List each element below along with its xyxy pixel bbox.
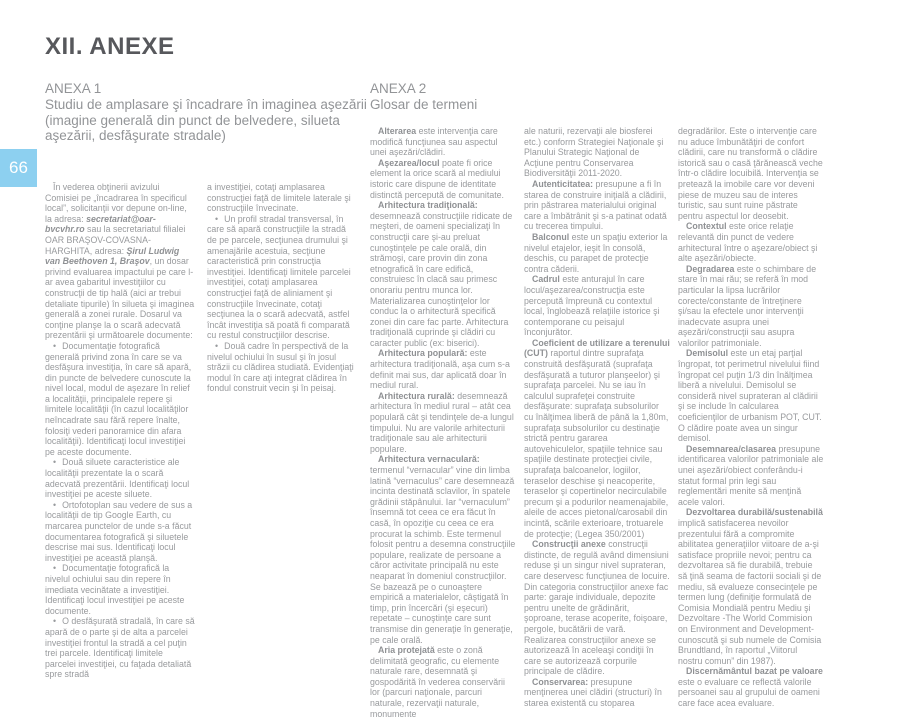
paragraph — [524, 179, 670, 232]
paragraph — [524, 232, 670, 274]
anexa2-heading — [370, 81, 670, 113]
text-run: degradărilor. Este o intervenţie care nu aduce îmbunătăţiri de confort clădirii, care nu transformă o clădire istorică sau o casă ţărănească veche într-o clădire locuibilă. Intervenţia se pretează la imobile care vor deveni piese de muzeu sau de interes turistic, sau sunt ruine păstrate pentru aspectul lor deosebit. — [678, 126, 823, 221]
text-run: implică satisfacerea nevoilor prezentului fără a compromite abilitatea generaţiilor viitoare de a-şi satisface propriile nevoi; pentru ca dezvoltarea să fie durabilă, trebuie să ţină seama de factorii sociali şi de mediu, să evalueze consecinţele pe termen lung (definiţie formulată de Comisia Mondială pentru Mediu şi Dezvoltare -The World Commision on Environment and Development- cunoscută şi sub numele de Comisia Brundtland, în raportul „Viitorul nostru comun” din 1987). — [678, 517, 822, 666]
glossary-term: Alterarea — [378, 126, 417, 136]
text-run: Documentaţie fotografică generală privind zona în care se va desfăşura investiţia, în care să apară, din puncte de belvedere cunoscute la nivel local, modul de aşezare în relief a localităţii, principalele repere şi limitele localităţii (în cazul localităţilor neîncadrate sau fără repere înalte, folosiţi vederi panoramice din afara localităţii). Identificaţi locul investiţiei pe aceste documente. — [45, 340, 192, 457]
page-number: 66 — [9, 158, 28, 177]
page-title: XII. ANEXE — [45, 33, 175, 60]
page-number-badge — [0, 149, 37, 187]
glossary-term: Balconul — [532, 231, 570, 242]
text-run: este orice relaţie relevantă din punct de vedere arhitectural între o aşezare/obiect şi alte aşezări/obiecte. — [678, 221, 818, 264]
anexa1-column-1 — [45, 182, 195, 680]
glossary-term: Arhitectura populară: — [378, 348, 468, 359]
paragraph — [207, 214, 357, 341]
bullet-marker: • — [53, 563, 57, 574]
paragraph — [370, 200, 516, 348]
paragraph — [45, 182, 195, 341]
anexa1-column-2 — [207, 182, 357, 680]
anexa2-label: ANEXA 2 — [370, 81, 427, 96]
text-run: desemnează construcţiile ridicate de meşteri, de oameni specializaţi în construcţii care şi-au preluat cunoştinţele pe cale orală, din strămoşi, care provin din zona etnografică în care edifică, construiesc în clacă sau primesc onorariu pentru munca lor. Materializarea cunoştinţelor lor conduc la o arhitectură specifică zonei din care fac parte. Arhitectura tradiţională cuprinde şi clădiri cu caracter public (ex: biserici). — [370, 210, 513, 348]
anexa1-label: ANEXA 1 — [45, 81, 102, 96]
text-run: desemnează arhitectura în mediul rural – atât cea populară cât şi tendinţele de-a lungul timpului. Nu are valorile arhitecturii tradiţionale sau ale arhitecturii populare. — [370, 390, 514, 454]
glossary-term: Aşezarea/locul — [378, 157, 440, 168]
paragraph — [524, 338, 670, 539]
text-run: termenul “vernacular” vine din limba latină “vernaculus” care desemnează incinta destinată sclavilor, în spatele grădinii stăpânului. Iar “vernaculum” însemnă tot ceea ce era făcut în casă, în opoziţie cu ceea ce era procurat la schimb. Este termenul folosit pentru a desemna construcţiile populare, realizate de persoane a căror activitate principală nu este neaparat în domeniul construcţiilor. Se bazează pe o cunoaştere empirică a materialelor, câştigată în timp, prin încercări (şi eşecuri) repetate – cunoştinţe care sunt transmise din generaţie în generaţie, pe cale orală. — [370, 465, 516, 645]
text-run: este intervenţia care modifică funcţiunea sau aspectul unei aşezări/clădiri. — [370, 126, 498, 158]
text-run: a investiţiei, cotaţi amplasarea construcţiei faţă de limitele laterale şi construcţiile învecinate. — [207, 182, 351, 214]
paragraph — [678, 126, 824, 221]
glossary-term: Arhitectura vernaculară: — [378, 454, 480, 465]
text-run: ale naturii, rezervaţii ale biosferei etc.) conform Strategiei Naţionale şi Planului Strategic Naţional de Acţiune pentru Conservarea Biodiversităţii 2011-2020. — [524, 126, 664, 179]
text-run: este o evaluare ce reflectă valorile persoanei sau al grupului de oameni care face acea evaluare. — [678, 676, 820, 709]
glossary-term: Cadrul — [532, 274, 560, 285]
anexa2-column-3 — [678, 126, 824, 719]
paragraph — [678, 264, 824, 349]
text-run: Documentaţie fotografică la nivelul ochiului sau din repere în imediata vecinătate a investiţiei. Identificaţi locul investiţiei pe aceste documente. — [45, 563, 185, 616]
bullet-marker: • — [53, 616, 57, 627]
glossary-term: Degradarea — [686, 263, 735, 274]
paragraph — [524, 126, 670, 179]
glossary-term: Conservarea: — [532, 676, 589, 687]
paragraph — [678, 444, 824, 508]
text-run: este o zonă delimitată geografic, cu elemente naturale rare, desemnată şi gospodărită în vederea conservării lor (parcuri naţionale, parcuri naturale, rezervaţii naturale, monumente — [370, 645, 505, 719]
glossary-term: Autenticitatea: — [532, 178, 594, 189]
glossary-term: Desemnarea/clasarea — [686, 443, 776, 454]
text-run: poate fi orice element la orice scară al mediului istoric care dispune de identitate distinctă percepută de comunitate. — [370, 157, 504, 200]
text-run: Două cadre în perspectivă de la nivelul ochiului în susul şi în josul străzii cu clădirea studiată. Evidenţiaţi modul în care aţi integrat clădirea în fondul construit vecin şi în peisaj. — [207, 340, 354, 394]
paragraph — [370, 348, 516, 390]
paragraph — [207, 341, 357, 394]
text-run: presupune identificarea valorilor patrimoniale ale unei aşezări/obiect conferându-i statut formal prin legi sau reglementări menite să menţină acele valori. — [678, 443, 824, 507]
glossary-term: Şirul Ludwig van Beethoven 1, Braşov — [45, 245, 180, 267]
text-run: construcţii distincte, de regulă având dimensiuni reduse şi un singur nivel suprateran, care deservesc funcţiunea de locuire. Din categoria construcţiilor anexe fac parte: garaje individuale, depozite pentru unelte de grădinărit, şoproane, terase acoperite, foişoare, pergole, bucătării de vară. Realizarea construcţiilor anexe se autorizează în aceleaşi condiţii în care se autorizează corpurile principale de clădire. — [524, 539, 670, 677]
text-run: presupune menţinerea unei clădiri (structuri) în starea existentă cu stoparea — [524, 676, 662, 709]
text-run: este arhitectura tradiţională, aşa cum s-a definit mai sus, dar aplicată doar în mediul rural. — [370, 348, 510, 391]
text-run: Un profil stradal transversal, în care să apară construcţiile la stradă de pe parcele, secţiunea drumului şi amenajările acestuia, secţiune caracteristică prin construcţia investiţiei. Identificaţi limitele parcelei investiţiei, cotaţi amplasarea construcţiei faţă de aliniament şi construcţiile învecinate, cotaţi secţiunea la o scară adecvată, astfel încât investiţia să poată fi comparată cu restul construcţiilor descrise. — [207, 213, 351, 341]
anexa1-heading — [45, 81, 377, 144]
text-run: Două siluete caracteristice ale localităţii prezentate la o scară adecvată prezentării. Identificaţi locul investiţiei pe aceste siluete. — [45, 457, 190, 500]
paragraph — [524, 274, 670, 338]
bullet-marker: • — [53, 340, 57, 351]
bullet-marker: • — [215, 340, 219, 351]
anexa1-body — [45, 182, 357, 680]
glossary-term: Arhitectura rurală: — [378, 390, 455, 401]
paragraph — [370, 454, 516, 645]
paragraph — [678, 348, 824, 443]
paragraph — [524, 677, 670, 709]
paragraph — [524, 539, 670, 677]
paragraph — [370, 645, 516, 719]
paragraph — [45, 341, 195, 458]
glossary-term: Contextul — [686, 221, 727, 232]
paragraph — [370, 126, 516, 158]
glossary-term: Discernământul bazat pe valoare — [686, 666, 823, 677]
anexa2-subtitle: Glosar de termeni — [370, 96, 478, 112]
text-run: Ortofotoplan sau vedere de sus a localităţii de tip Google Earth, cu marcarea punctelor de unde s-a făcut documentarea fotografică şi siluetele descrise mai sus. Identificaţi locul investiţiei pe această planşă. — [45, 499, 193, 563]
text-run: , un dosar privind evaluarea impactului pe care l-ar avea gabaritul investiţiilor cu construcţii de tip hală (aici ar trebui detaliate tipurile) în silueta şi imaginea generală a zonei rurale. Dosarul va conţine planşe la o scară adecvată prezentării şi următoarele documente: — [45, 256, 195, 341]
bullet-marker: • — [53, 457, 57, 468]
glossary-term: Dezvoltarea durabilă/sustenabilă — [686, 507, 823, 518]
anexa2-body — [370, 126, 824, 719]
paragraph — [207, 182, 357, 214]
paragraph — [45, 500, 195, 564]
glossary-term: Arhitectura tradiţională: — [378, 200, 478, 211]
text-run: este un spaţiu exterior la nivelul etajelor, ieşit în consolă, deschis, cu parapet de protecţie contra căderii. — [524, 231, 668, 274]
paragraph — [370, 158, 516, 200]
paragraph — [678, 666, 824, 708]
glossary-term: secretariat@oar-bvcvhr.ro — [45, 213, 156, 235]
paragraph — [45, 616, 195, 680]
glossary-term: Construcţii anexe — [532, 539, 606, 550]
glossary-term: Coeficient de utilizare a terenului (CUT) — [524, 337, 670, 359]
anexa1-subtitle: Studiu de amplasare şi încadrare în imaginea aşezării (imagine generală din punct de belvedere, silueta aşezării, desfăşurate stradale) — [45, 96, 367, 144]
text-run: presupune a fi în starea de construire iniţială a clădirii, prin păstrarea materialului original care a îmbătrânit şi s-a patinat odată cu trecerea timpului. — [524, 178, 667, 232]
text-run: sau la secretariatul filialei OAR BRAŞOV-COVASNA-HARGHITA, adresa: — [45, 224, 186, 256]
text-run: este un etaj parţial îngropat, tot perimetrul nivelului fiind îngropat cel puţin 1/3 din înălţimea liberă a nivelului. Demisolul se consideră nivel suprateran al clădirii şi se include în calcularea coeficienţilor de urbanism POT, CUT. O clădire poate avea un singur demisol. — [678, 348, 822, 444]
paragraph — [45, 563, 195, 616]
text-run: este anturajul în care locul/aşezarea/construcţia este percepută împreună cu contextul local, înglobează relaţiile istorice şi contemporane cu peisajul înconjurător. — [524, 274, 660, 338]
paragraph — [370, 391, 516, 455]
paragraph — [678, 507, 824, 666]
anexa2-column-2 — [524, 126, 670, 719]
text-run: este o schimbare de stare în mai rău; se referă în mod particular la lipsa lucrărilor corecte/constante de întreţinere şi/sau la efectele unor intervenţii inadecvate asupra unei aşezări/construcţii sau asupra valorilor patrimoniale. — [678, 263, 817, 348]
text-run: raportul dintre suprafaţa construită desfăşurată (suprafaţa desfăşurată a tuturor planşeelor) şi suprafaţa parcelei. Nu se iau în calculul suprafeţei construite desfăşurate: suprafaţa subsolurilor cu înălţimea liberă de până la 1,80m, suprafaţa subsolurilor cu destinaţie strictă pentru gararea autovehiculelor, spaţiile tehnice sau spaţiile destinate protecţiei civile, suprafaţa balcoanelor, logiilor, teraselor deschise şi neacoperite, teraselor şi copertinelor necirculabile precum şi a podurilor neamenajabile, aleile de acces pietonal/carosabil din incintă, scările exterioare, trotuarele de protecţie; (Legea 350/2001) — [524, 348, 669, 539]
glossary-term: Aria protejată — [378, 645, 435, 656]
text-run: În vederea obţinerii avizului Comisiei pe „încadrarea în specificul local”, solicitanţii vor depune on-line, la adresa: — [45, 182, 187, 224]
glossary-term: Demisolul — [686, 348, 729, 359]
bullet-marker: • — [215, 213, 219, 224]
text-run: O desfăşurată stradală, în care să apară de o parte şi de alta a parcelei investiţiei frontul la stradă a cel puţin trei parcele. Identificaţi limitele parcelei investiţiei, cu faţada detaliată spre stradă — [45, 616, 195, 680]
paragraph — [45, 457, 195, 499]
paragraph — [678, 221, 824, 263]
bullet-marker: • — [53, 499, 57, 510]
anexa2-column-1 — [370, 126, 516, 719]
